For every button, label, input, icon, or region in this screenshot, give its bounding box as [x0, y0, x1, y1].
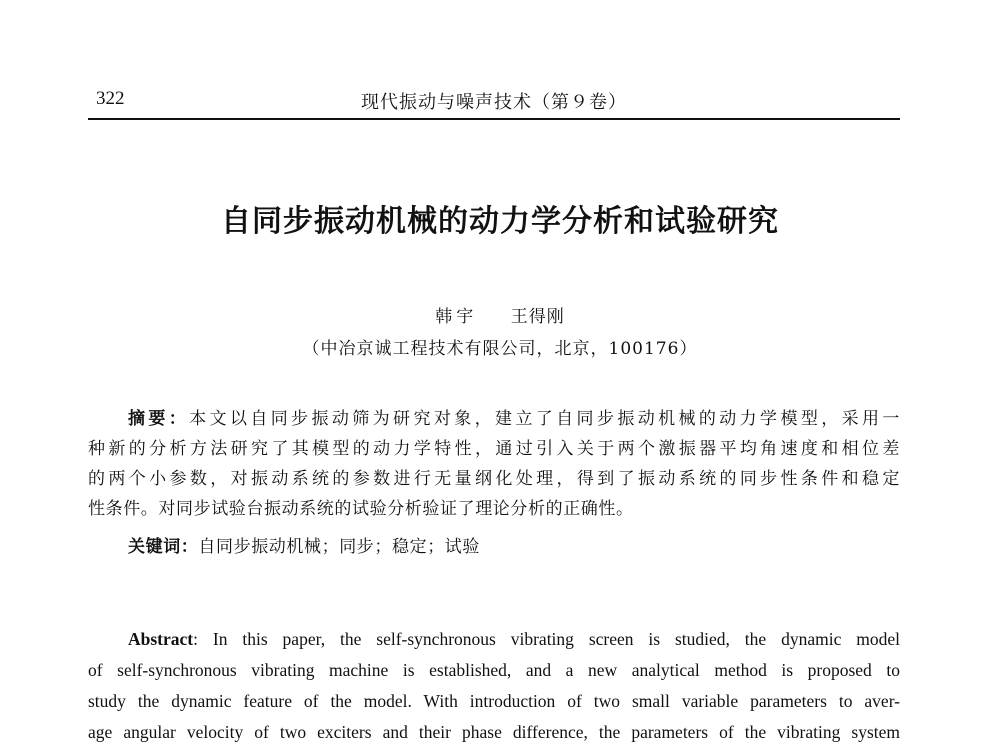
abstract-en-line-1	[88, 624, 900, 655]
abstract-en-line-4: age angular velocity of two exciters and their phase difference, the parameters of the vibrating system	[88, 722, 900, 742]
abstract-en-text: : In this paper, the self-synchronous vibrating screen is studied, the dynamic model	[193, 629, 900, 649]
abstract-cn-text: 本文以自同步振动筛为研究对象，建立了自同步振动机械的动力学模型，采用一	[189, 409, 900, 429]
abstract-cn	[88, 404, 900, 524]
abstract-cn-line-1	[88, 404, 900, 434]
abstract-en	[88, 624, 900, 748]
authors	[0, 302, 1000, 327]
keywords-label: 关键词：	[128, 537, 199, 557]
abstract-en-line-3: study the dynamic feature of the model. With introduction of two small variable parameters to aver-	[88, 691, 900, 711]
abstract-cn-line-3: 的两个小参数，对振动系统的参数进行无量纲化处理，得到了振动系统的同步性条件和稳定	[88, 469, 900, 489]
paper-title: 自同步振动机械的动力学分析和试验研究	[221, 204, 779, 239]
journal-name: 现代振动与噪声技术（第９卷）	[361, 92, 627, 113]
abstract-cn-line-2: 种新的分析方法研究了其模型的动力学特性，通过引入关于两个激振器平均角速度和相位差	[88, 439, 900, 459]
abstract-cn-label: 摘要：	[128, 409, 190, 429]
author-name: 王得刚	[510, 307, 565, 327]
keywords-cn	[128, 532, 480, 557]
page-number: 322	[96, 88, 125, 109]
keywords-text: 自同步振动机械；同步；稳定；试验	[198, 537, 481, 557]
abstract-cn-line-4: 性条件。对同步试验台振动系统的试验分析验证了理论分析的正确性。	[88, 499, 634, 519]
running-header	[88, 86, 900, 118]
author-name: 韩宇	[435, 307, 478, 327]
abstract-en-label: Abstract	[128, 629, 194, 649]
abstract-en-line-2: of self-synchronous vibrating machine is established, and a new analytical method is proposed to	[88, 660, 900, 680]
header-rule	[88, 118, 900, 120]
affiliation: （中冶京诚工程技术有限公司，北京，100176）	[302, 339, 698, 359]
